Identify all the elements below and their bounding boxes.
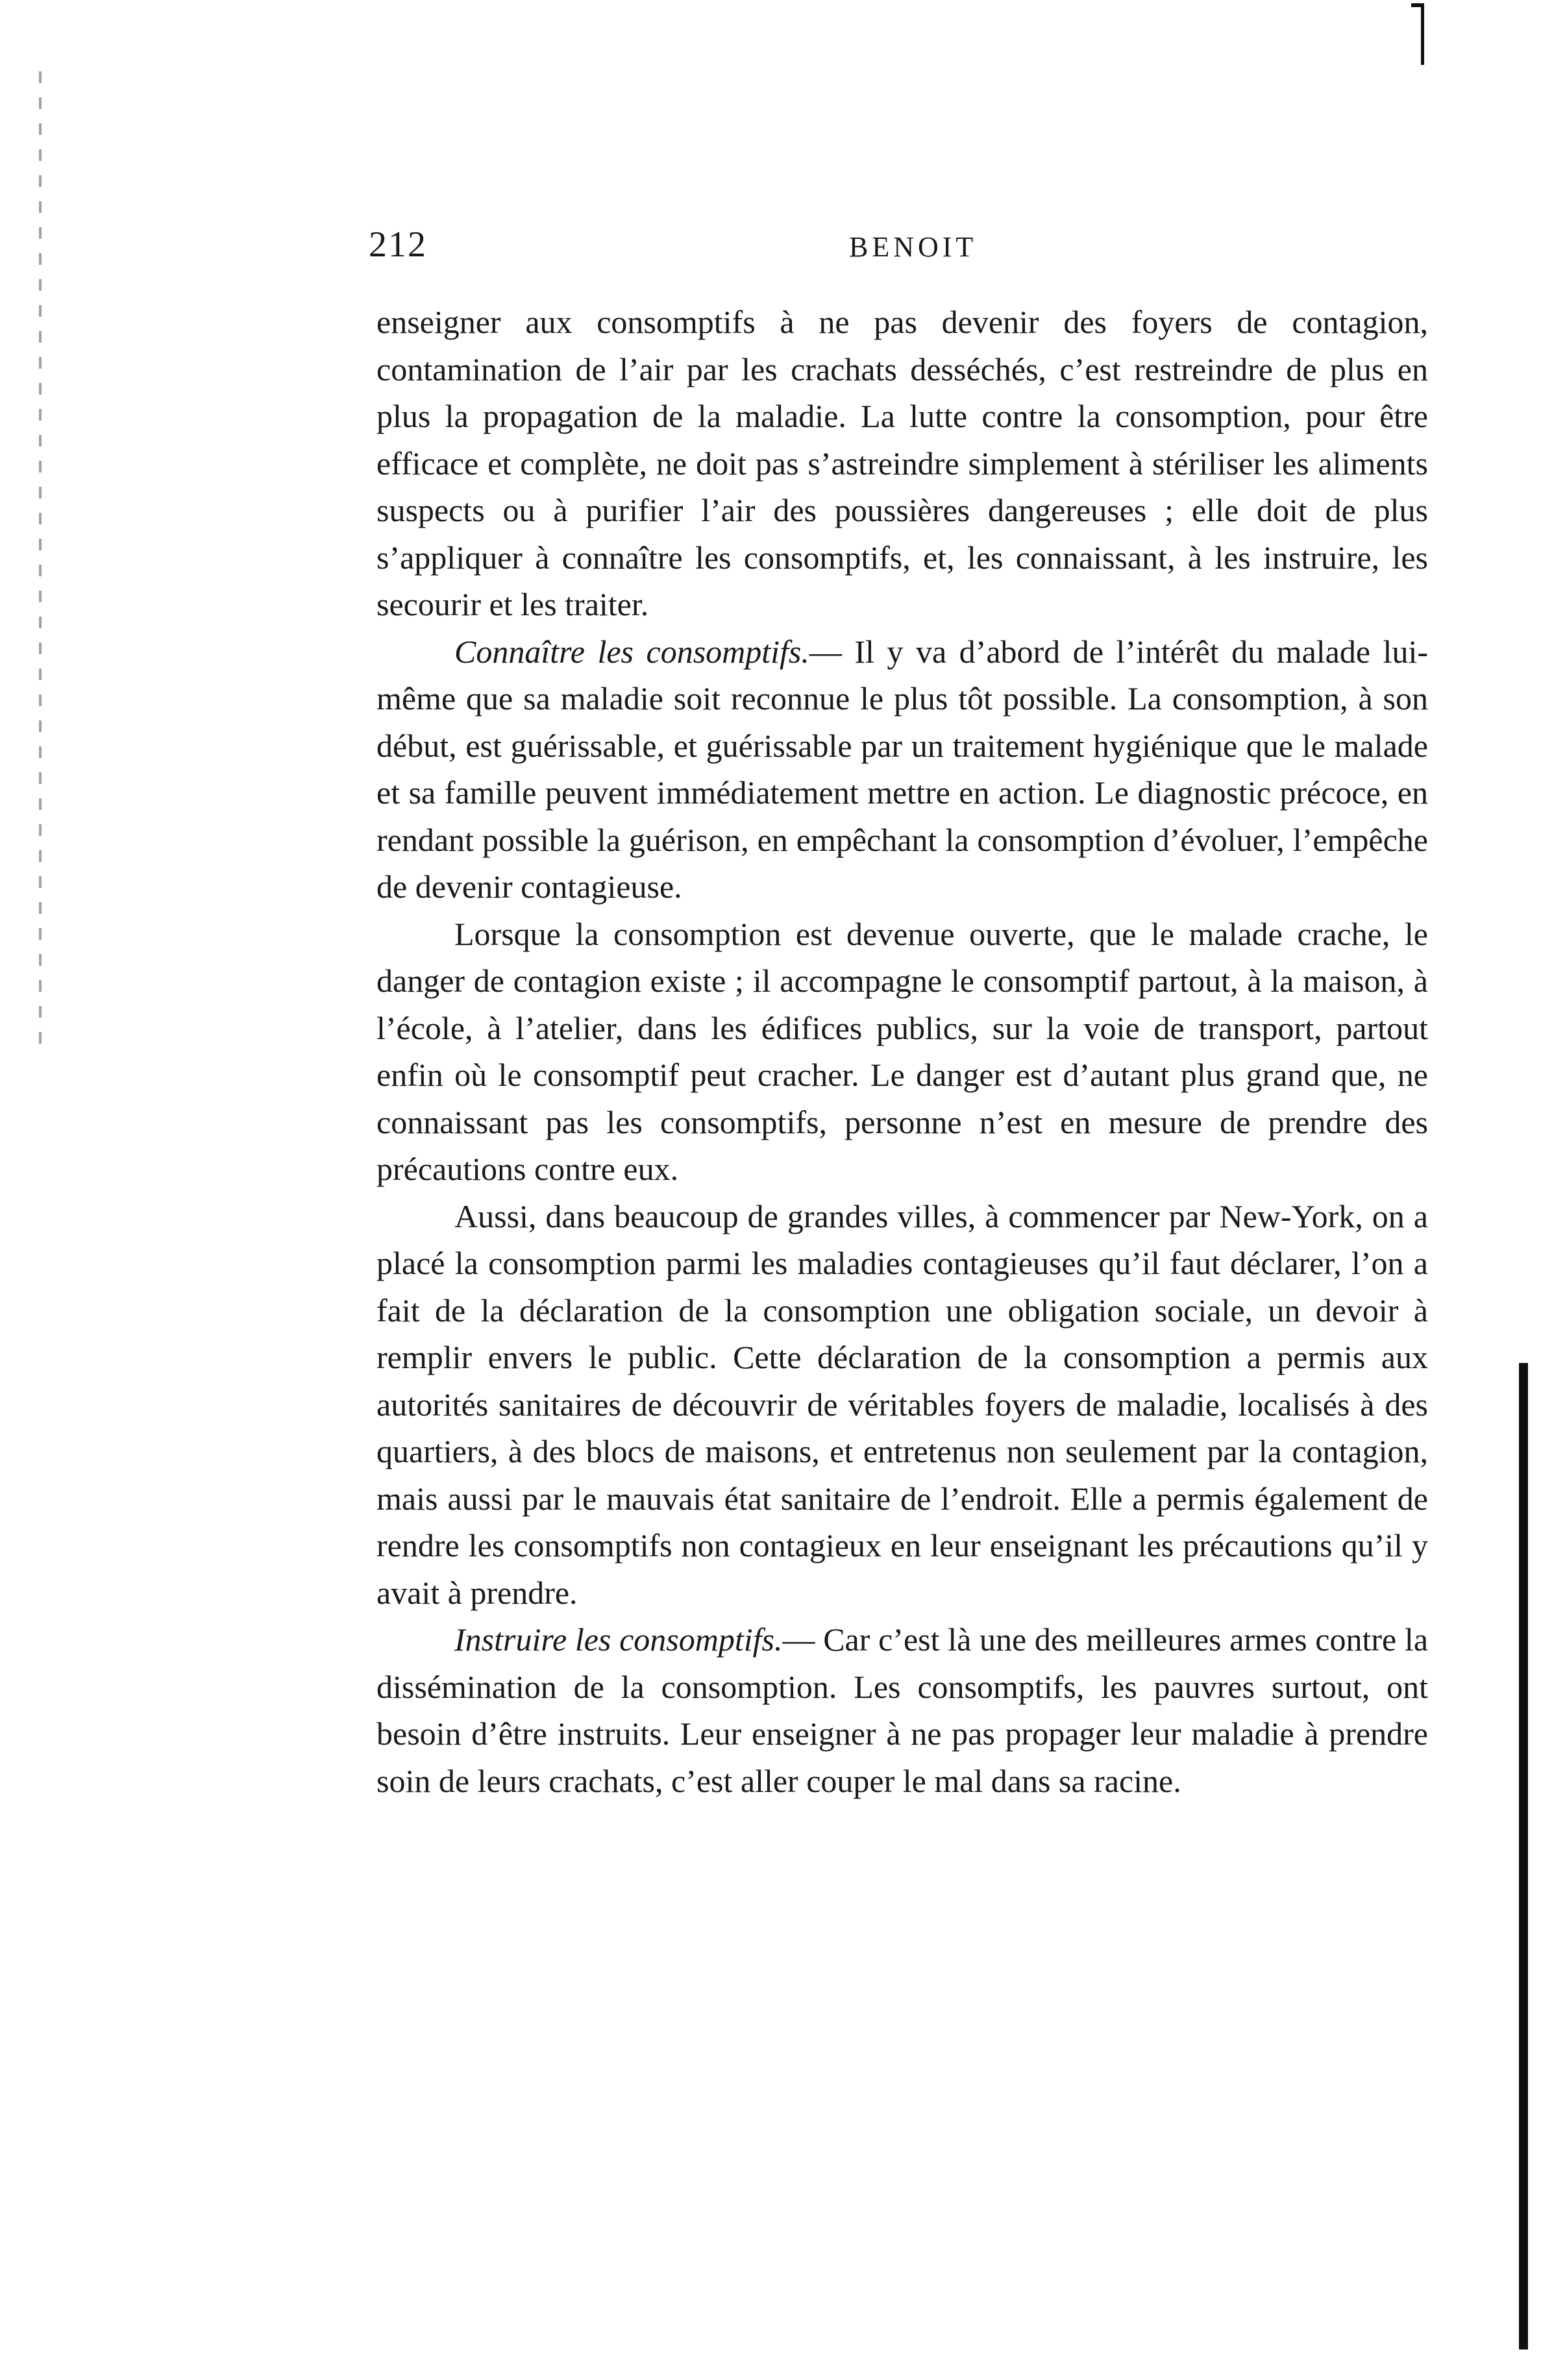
paragraph-text: enseigner aux consomptifs à ne pas devenir des foyers de contagion, contamination de l’air par les crachats desséchés, c’est restreindre de plus en plus la propagation de la maladie. La lutte contre la consomption, pour être efficace et complète, ne doit pas s’astreindre simplement à stériliser les aliments suspects ou à purifier l’air des poussières dangereuses ; elle doit de plus s’appliquer à connaître les consomptifs, et, les connaissant, à les instruire, les secourir et les traiter.	[376, 304, 1428, 622]
paragraph-text: — Car c’est là une des meilleures armes contre la dissémination de la consomption. Les consomptifs, les pauvres surtout, ont besoin d’être instruits. Leur enseigner à ne pas propager leur maladie à prendre soin de leurs crachats, c’est aller couper le mal dans sa racine.	[376, 1621, 1429, 1799]
paragraph-3	[376, 911, 1428, 1193]
running-head: BENOIT	[849, 231, 978, 263]
paragraph-text: Aussi, dans beaucoup de grandes villes, à commencer par New-York, on a placé la consomption parmi les maladies contagieuses qu’il faut déclarer, l’on a fait de la déclaration de la consomption une obligation sociale, un devoir à remplir envers le public. Cette déclaration de la consomption a permis aux autorités sanitaires de découvrir de véritables foyers de maladie, localisés à des quartiers, à des blocs de maisons, et entretenus non seulement par la contagion, mais aussi par le mauvais état sanitaire de l’endroit. Elle a permis également de rendre les consomptifs non contagieux en leur enseignant les précautions qu’il y avait à prendre.	[376, 1197, 1428, 1611]
scan-left-edge-artifact	[39, 71, 42, 1045]
paragraph-5	[376, 1616, 1428, 1804]
paragraph-1	[376, 299, 1428, 628]
page-header	[369, 224, 1420, 276]
scan-right-edge-artifact	[1519, 1363, 1528, 2349]
body-text	[376, 299, 1428, 1804]
section-lead: Connaître les consomptifs.	[454, 633, 809, 670]
section-lead: Instruire les consomptifs.	[454, 1621, 783, 1658]
scan-corner-mark	[1411, 0, 1424, 65]
paragraph-4	[376, 1193, 1428, 1617]
paragraph-text: Lorsque la consomption est devenue ouverte, que le malade crache, le danger de contagion existe ; il accompagne le consomptif partout, à la maison, à l’école, à l’atelier, dans les édifices publics, sur la voie de transport, partout enfin où le consomptif peut cracher. Le danger est d’autant plus grand que, ne connaissant pas les consomptifs, personne n’est en mesure de prendre des précautions contre eux.	[376, 915, 1428, 1187]
paragraph-text: — Il y va d’abord de l’intérêt du malade lui-même que sa maladie soit reconnue le plus tôt possible. La consomption, à son début, est guérissable, et guérissable par un traitement hygiénique que le malade et sa famille peuvent immédiatement mettre en action. Le diagnostic précoce, en rendant possible la guérison, en empêchant la consomption d’évoluer, l’empêche de devenir contagieuse.	[376, 633, 1428, 905]
paragraph-2	[376, 628, 1428, 911]
page-number: 212	[369, 225, 427, 265]
